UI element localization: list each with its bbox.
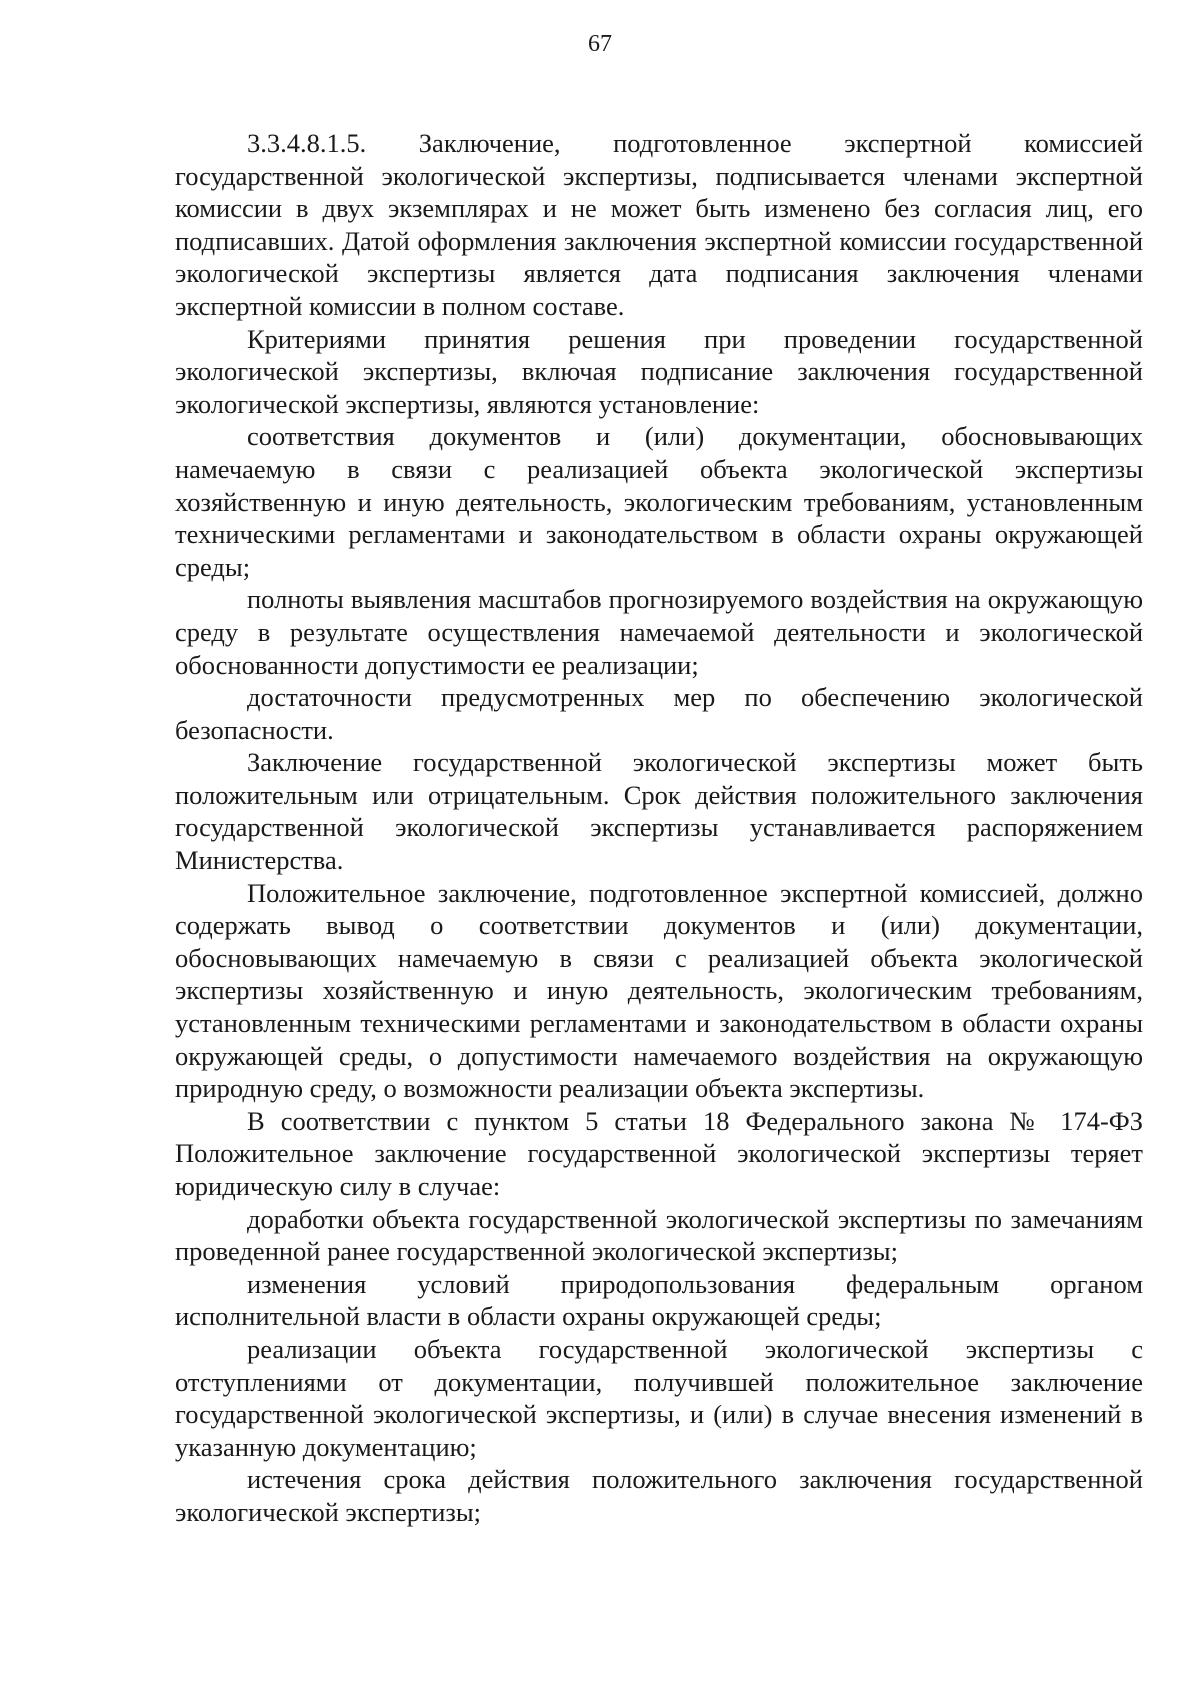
criteria-item-completeness: полноты выявления масштабов прогнозируемого воздействия на окружающую среду в результате осуществления намечаемой деятельности и экологической обоснованности допустимости ее реализации;	[175, 584, 1143, 680]
paragraph-conclusion-types: Заключение государственной экологической экспертизы может быть положительным или отрицательным. Срок действия положительного заключения государственной экологической экспертизы устанавливается распоряжением Министерства.	[175, 747, 1143, 876]
paragraph-3-3-4-8-1-5: 3.3.4.8.1.5. Заключение, подготовленное экспертной комиссией государственной экологической экспертизы, подписывается членами экспертной комиссии в двух экземплярах и не может быть изменено без согласия лиц, его подписавших. Датой оформления заключения экспертной комиссии государственной экологической экспертизы является дата подписания заключения членами экспертной комиссии в полном составе.	[175, 128, 1143, 321]
paragraph-decision-criteria: Критериями принятия решения при проведении государственной экологической экспертизы, включая подписание заключения государственной экологической экспертизы, являются установление:	[175, 323, 1143, 419]
loss-item-conditions-change: изменения условий природопользования федеральным органом исполнительной власти в области охраны окружающей среды;	[175, 1268, 1143, 1332]
paragraph-loss-of-force: В соответствии с пунктом 5 статьи 18 Федерального закона № 174-ФЗ Положительное заключение государственной экологической экспертизы теряет юридическую силу в случае:	[175, 1105, 1143, 1201]
loss-item-expiration: истечения срока действия положительного заключения государственной экологической экспертизы;	[175, 1464, 1143, 1527]
document-body	[175, 127, 1143, 1529]
loss-item-revision: доработки объекта государственной экологической экспертизы по замечаниям проведенной ранее государственной экологической экспертизы;	[175, 1203, 1143, 1267]
page-number: 67	[588, 31, 612, 57]
criteria-item-sufficiency: достаточности предусмотренных мер по обеспечению экологической безопасности.	[175, 682, 1143, 745]
criteria-item-compliance: соответствия документов и (или) документации, обосновывающих намечаемую в связи с реализацией объекта экологической экспертизы хозяйственную и иную деятельность, экологическим требованиям, установленным техническими регламентами и законодательством в области охраны окружающей среды;	[175, 421, 1143, 582]
paragraph-positive-conclusion: Положительное заключение, подготовленное экспертной комиссией, должно содержать вывод о соответствии документов и (или) документации, обосновывающих намечаемую в связи с реализацией объекта экологической экспертизы хозяйственную и иную деятельность, экологическим требованиям, установленным техническими регламентами и законодательством в области охраны окружающей среды, о допустимости намечаемого воздействия на окружающую природную среду, о возможности реализации объекта экспертизы.	[175, 877, 1143, 1104]
loss-item-deviations: реализации объекта государственной экологической экспертизы с отступлениями от документации, получившей положительное заключение государственной экологической экспертизы, и (или) в случае внесения изменений в указанную документацию;	[175, 1333, 1143, 1462]
